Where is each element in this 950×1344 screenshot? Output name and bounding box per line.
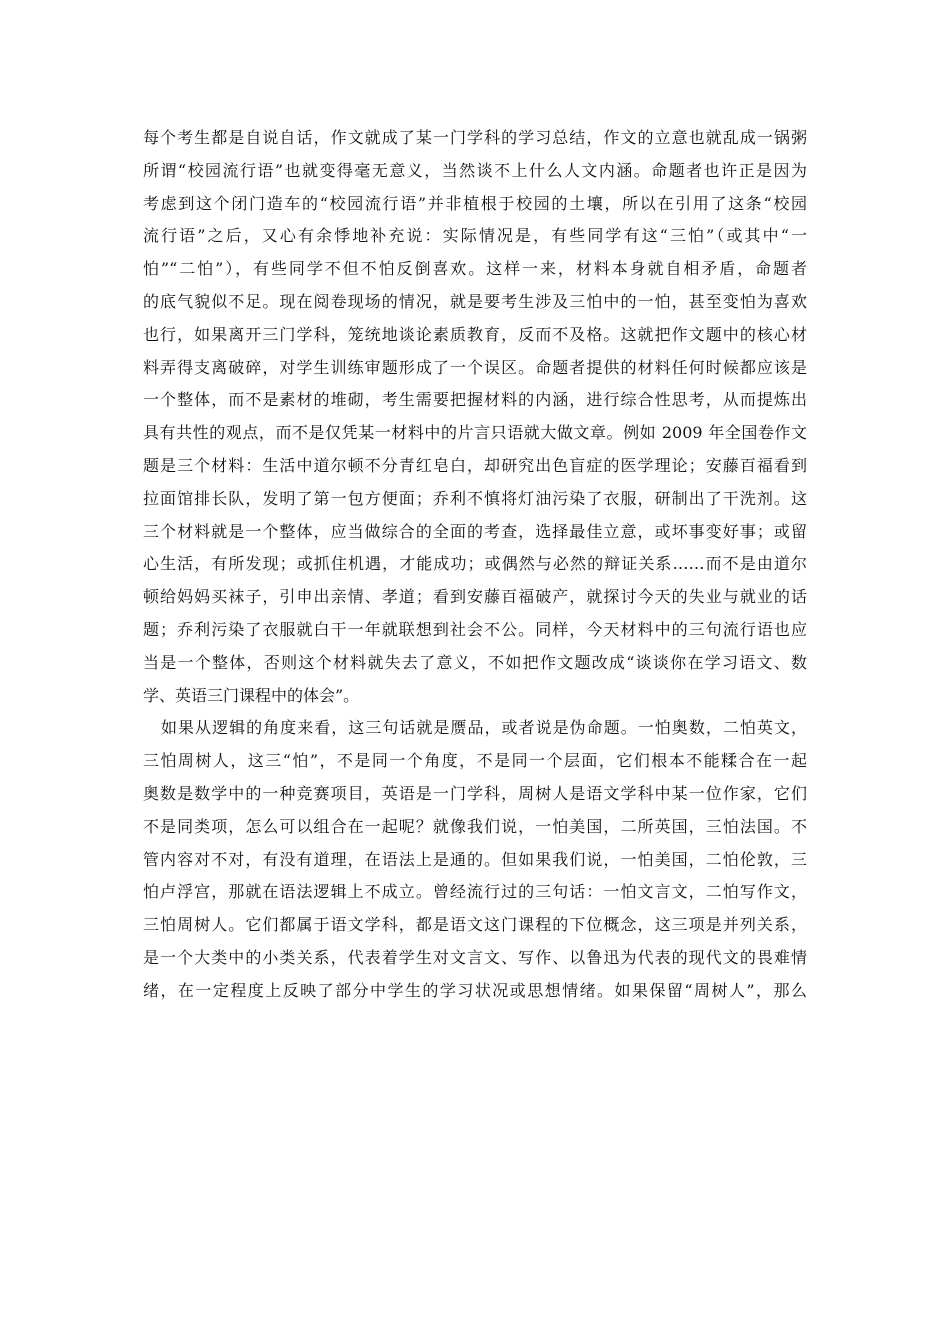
text-line: 也行，如果离开三门学科，笼统地谈论素质教育，反而不及格。这就把作文题中的核心材: [143, 324, 807, 344]
text-line: 怕卢浮宫，那就在语法逻辑上不成立。曾经流行过的三句话：一怕文言文，二怕写作文，: [143, 882, 807, 902]
text-line: 流行语”之后，又心有余悸地补充说：实际情况是，有些同学有这“三怕”（或其中“一: [143, 226, 807, 246]
text-line: 是一个大类中的小类关系，代表着学生对文言文、写作、以鲁迅为代表的现代文的畏难情: [143, 947, 807, 967]
text-line: 题；乔利污染了衣服就白干一年就联想到社会不公。同样，今天材料中的三句流行语也应: [143, 619, 807, 639]
text-line: 三怕周树人。它们都属于语文学科，都是语文这门课程的下位概念，这三项是并列关系，: [143, 915, 807, 935]
text-line: 一个整体，而不是素材的堆砌，考生需要把握材料的内涵，进行综合性思考，从而提炼出: [143, 390, 807, 410]
text-line: 每个考生都是自说自话，作文就成了某一门学科的学习总结，作文的立意也就乱成一锅粥: [143, 128, 807, 147]
text-line: 的底气貌似不足。现在阅卷现场的情况，就是要考生涉及三怕中的一怕，甚至变怕为喜欢: [143, 291, 807, 311]
text-line: 料弄得支离破碎，对学生训练审题形成了一个误区。命题者提供的材料任何时候都应该是: [143, 357, 807, 377]
text-line: 具有共性的观点，而不是仅凭某一材料中的片言只语就大做文章。例如 2009 年全国卷作文: [143, 423, 807, 443]
text-line: 题是三个材料：生活中道尔顿不分青红皂白，却研究出色盲症的医学理论；安藤百福看到: [143, 455, 807, 475]
text-line: 拉面馆排长队，发明了第一包方便面；乔利不慎将灯油污染了衣服，研制出了干洗剂。这: [143, 488, 807, 508]
text-line: 绪，在一定程度上反映了部分中学生的学习状况或思想情绪。如果保留“周树人”，那么: [143, 980, 807, 1000]
document-body: [143, 122, 807, 1008]
text-line: 三怕周树人，这三“怕”，不是同一个角度，不是同一个层面，它们根本不能糅合在一起: [143, 751, 807, 771]
text-line: 如果从逻辑的角度来看，这三句话就是赝品，或者说是伪命题。一怕奥数，二怕英文，: [161, 718, 807, 738]
text-line: 学、英语三门课程中的体会”。: [143, 685, 360, 705]
text-line: 顿给妈妈买袜子，引申出亲情、孝道；看到安藤百福破产，就探讨今天的失业与就业的话: [143, 587, 807, 607]
text-line: 当是一个整体，否则这个材料就失去了意义，不如把作文题改成“谈谈你在学习语文、数: [143, 652, 807, 672]
text-line: 考虑到这个闭门造车的“校园流行语”并非植根于校园的土壤，所以在引用了这条“校园: [143, 193, 807, 213]
text-line: 心生活，有所发现；或抓住机遇，才能成功；或偶然与必然的辩证关系……而不是由道尔: [143, 554, 807, 574]
text-line: 所谓“校园流行语”也就变得毫无意义，当然谈不上什么人文内涵。命题者也许正是因为: [143, 160, 807, 180]
paragraph-1: [143, 122, 807, 712]
text-line: 三个材料就是一个整体，应当做综合的全面的考查，选择最佳立意，或坏事变好事；或留: [143, 521, 807, 541]
paragraph-2: [143, 712, 807, 1007]
text-line: 奥数是数学中的一种竞赛项目，英语是一门学科，周树人是语文学科中某一位作家，它们: [143, 783, 807, 803]
text-line: 不是同类项，怎么可以组合在一起呢？就像我们说，一怕美国，二所英国，三怕法国。不: [143, 816, 807, 836]
text-line: 怕”“二怕”），有些同学不但不怕反倒喜欢。这样一来，材料本身就自相矛盾，命题者: [143, 259, 807, 279]
text-line: 管内容对不对，有没有道理，在语法上是通的。但如果我们说，一怕美国，二怕伦敦，三: [143, 849, 807, 869]
